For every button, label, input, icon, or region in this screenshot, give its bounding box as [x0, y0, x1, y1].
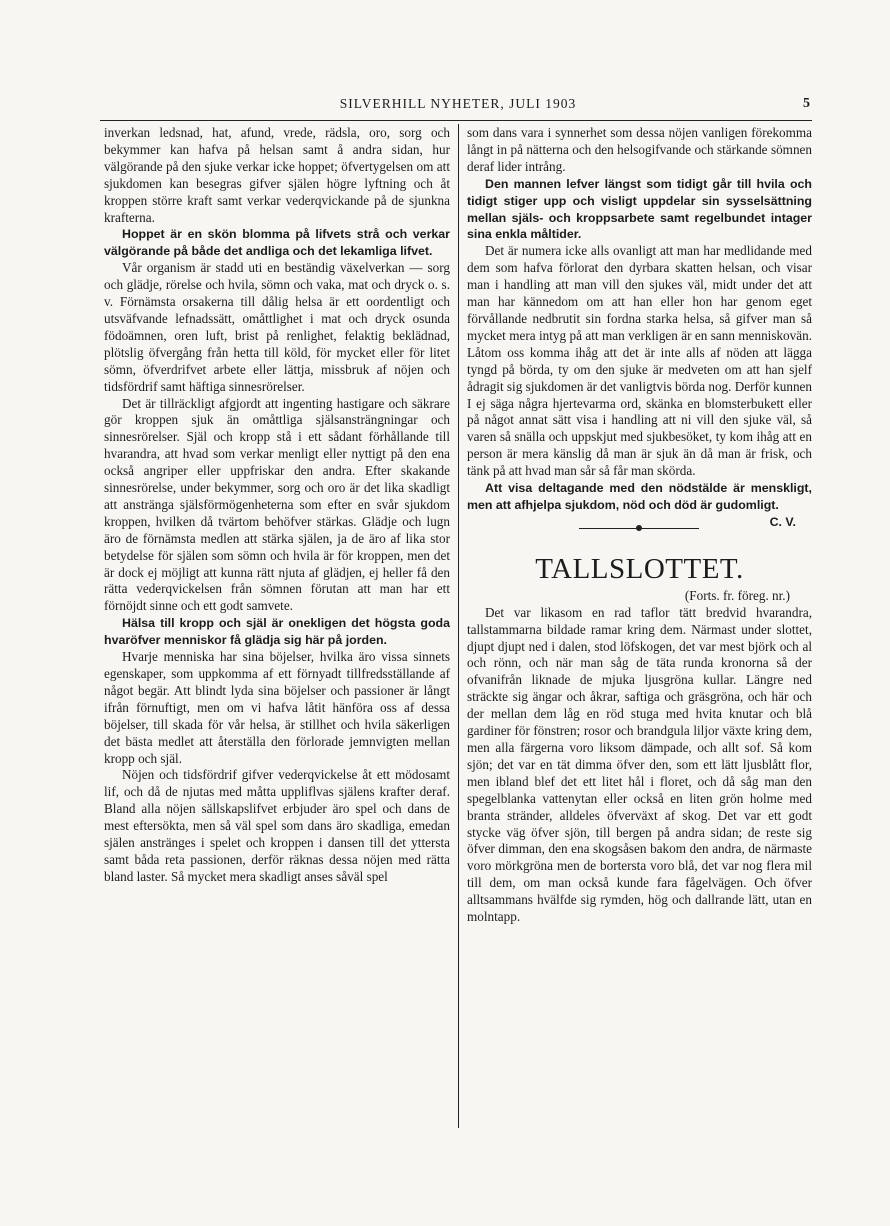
paragraph: Det är tillräckligt afgjordt att ingenting hastigare och säkrare gör kroppen sjuk än omåttliga själsansträngningar och sinnesrörelser. Själ och kropp stå i ett sådant förhållande till hvarandra, att hvad som verkar menligt eller nyttigt på den ena också angriper eller uppfriskar den andra. Efter skakande sinnesrörelse, under bekymmer, sorg och oro är det lika skadligt att anstränga själsförmögenheterna som efter en svår sjukdom kroppen, hvilken då tvärtom behöfver stärkas. Glädje och lugn äro de förnämsta medlen att stärka själen, ja de äro af lika stor betydelse för själen som sömn och hvila är för kroppen, men det är dock ej möjligt att kunna rätt njuta af glädjen, ej heller få den rätta vederqvickelsen från sömnen förutan att man har ett förnöjdt sinne och ett godt samvete. — [104, 395, 450, 614]
article-title: TALLSLOTTET. — [535, 552, 744, 585]
bold-paragraph: Hälsa till kropp och själ är onekligen det högsta goda hvaröfver menniskor få glädja sig här på jorden. — [104, 616, 450, 648]
signature: C. V. — [769, 514, 796, 529]
paragraph: Hvarje menniska har sina böjelser, hvilka äro vissa sinnets egenskaper, som uppkomma af ett förnyadt tillfredsställande af något begär. Att blindt lyda sina böjelser och passioner är långt ifrån förnuftigt, men om vi hafva låtit hänföra oss af dessa böjelser, till skada för vår helsa, är stillhet och hvila säkerligen det bästa medlet att återställa den förlorade jemnvigten mellan kropp och själ. — [104, 649, 450, 766]
section-ornament — [467, 520, 812, 538]
ornament-dot — [636, 525, 642, 531]
right-column — [467, 125, 812, 926]
closing-paragraph — [467, 480, 812, 529]
article-body: Det var likasom en rad taflor tätt bredvid hvarandra, tallstammarna bildade ramar kring dem. Närmast under slottet, djupt djupt ned i dalen, stod löfskogen, det var mest björk och al och rönn, och när man såg de täta runda kronorna så der ofvanifrån liknade de mjuka ljusgröna kullar. Längre ned sträckte sig ängar och åkrar, saftiga och gräsgröna, och här och der mellan dem låg en röd stuga med hvita knutar och blå gardiner för fönstren; rosor och brandgula liljor växte kring dem, men alla färgerna voro liksom dämpade, och allt sof. Så kom sjön; det var en tät dimma öfver den, som ett lätt ljusblått flor, men ibland blef det ett litet hål i floret, och då såg man den spegelblanka vattenytan eller också en liten grön holme med branta stränder, alldeles öfverväxt af skog. Det var ett godt stycke väg öfver sjön, till bergen på andra sidan; de reste sig öfver dimman, den ena skogsåsen bakom den andra, de närmaste voro mörkgröna men de bortersta voro blå, det var nog flera mil till dem, om man också kunde fara fågelvägen. Och öfver alltsammans hvälfde sig rymden, hög och dallrande lätt, utan en molntapp. — [467, 604, 812, 925]
paragraph: inverkan ledsnad, hat, afund, vrede, rädsla, oro, sorg och bekymmer kan hafva på helsan samt å andra sidan, hur välgörande på den sjuke verkar icke hoppet; öfvertygelsen om att sjukdomen kan besegras gifver själen högre lyftning och åt kroppen större kraft samt verkar vederqvickande på de sjunkna krafterna. — [104, 125, 450, 225]
paragraph: Vår organism är stadd uti en beständig växelverkan — sorg och glädje, rörelse och hvila, sömn och vaka, mat och dryck o. s. v. Förnämsta orsakerna till dålig helsa är ett oordentligt och utsväfvande lefnadssätt, omåttlighet i mat och dryck osunda födoämnen, oren luft, brist på renlighet, felaktig beklädnad, plötslig öfvergång från hetta till köld, för mycket eller för litet sömn, öfverdrifvet arbete eller lättja, missbruk af nöjen och tidsfördrif samt häftiga sinnesrörelser. — [104, 260, 450, 394]
paragraph: Det är numera icke alls ovanligt att man har medlidande med dem som hafva förlorat den dyrbara skatten helsan, och visar man i handling att man vill den sjukes väl, midt under det att man har kännedom om att han eller hon har genom eget förvållande nedbrutit sin fordna starka helsa, så gifver man så mycket mera intyg på att man verkligen är en sann menniskovän. Låtom oss komma ihåg att det är inte alls af nöden att lägga tyngd på börda, ty om den sjuke är medveten om att han sjelf ådragit sig sjukdomen är det vanligtvis börda nog. Derför kunnen I ej säga några hjertevarma ord, skänka en blomsterbukett eller på något annat sätt visa i handling att ni vill den sjuke väl, så varen så snälla och uppskjut med sjukbesöket, ty kom ihåg att en person är mera känslig då man är sjuk än då man är frisk, och tänk på att hvad man sår så får man skörda. — [467, 243, 812, 479]
article-subtitle: (Forts. fr. föreg. nr.) — [684, 587, 790, 603]
newspaper-title: SILVERHILL NYHETER, JULI 1903 — [339, 96, 577, 111]
bold-paragraph: Den mannen lefver längst som tidigt går till hvila och tidigt stiger upp och visligt uppdelar sin sysselsättning mellan själs- och kroppsarbete samt regelbundet intager sina enkla måltider. — [467, 176, 812, 242]
left-column — [104, 125, 450, 886]
column-divider — [458, 124, 459, 1128]
paragraph: som dans vara i synnerhet som dessa nöjen vanligen förekomma långt in på nätterna och den helsogifvande och stärkande sömnen deraf lider intrång. — [467, 125, 812, 174]
closing-text: Att visa deltagande med den nödstälde är menskligt, men att afhjelpa sjukdom, nöd och död är gudomligt. — [467, 481, 812, 512]
bold-paragraph: Hoppet är en skön blomma på lifvets strå och verkar välgörande på både det andliga och det lekamliga lifvet. — [104, 227, 450, 259]
page-number: 5 — [803, 96, 810, 111]
header-rule — [100, 120, 812, 121]
paragraph: Nöjen och tidsfördrif gifver vederqvickelse åt ett mödosamt lif, och då de njutas med måtta uppliflvas själens krafter deraf. Bland alla nöjen sällskapslifvet erbjuder äro spel och dans de mest eftersökta, men så väl spel som dans äro skadliga, emedan själen anstränges i spelet och kroppen i dansen till det yttersta samt båda reta passionen, derför räknas dessa nöjen med rätta bland laster. Så mycket mera skadligt anses såväl spel — [104, 767, 450, 884]
page-header — [106, 96, 810, 116]
